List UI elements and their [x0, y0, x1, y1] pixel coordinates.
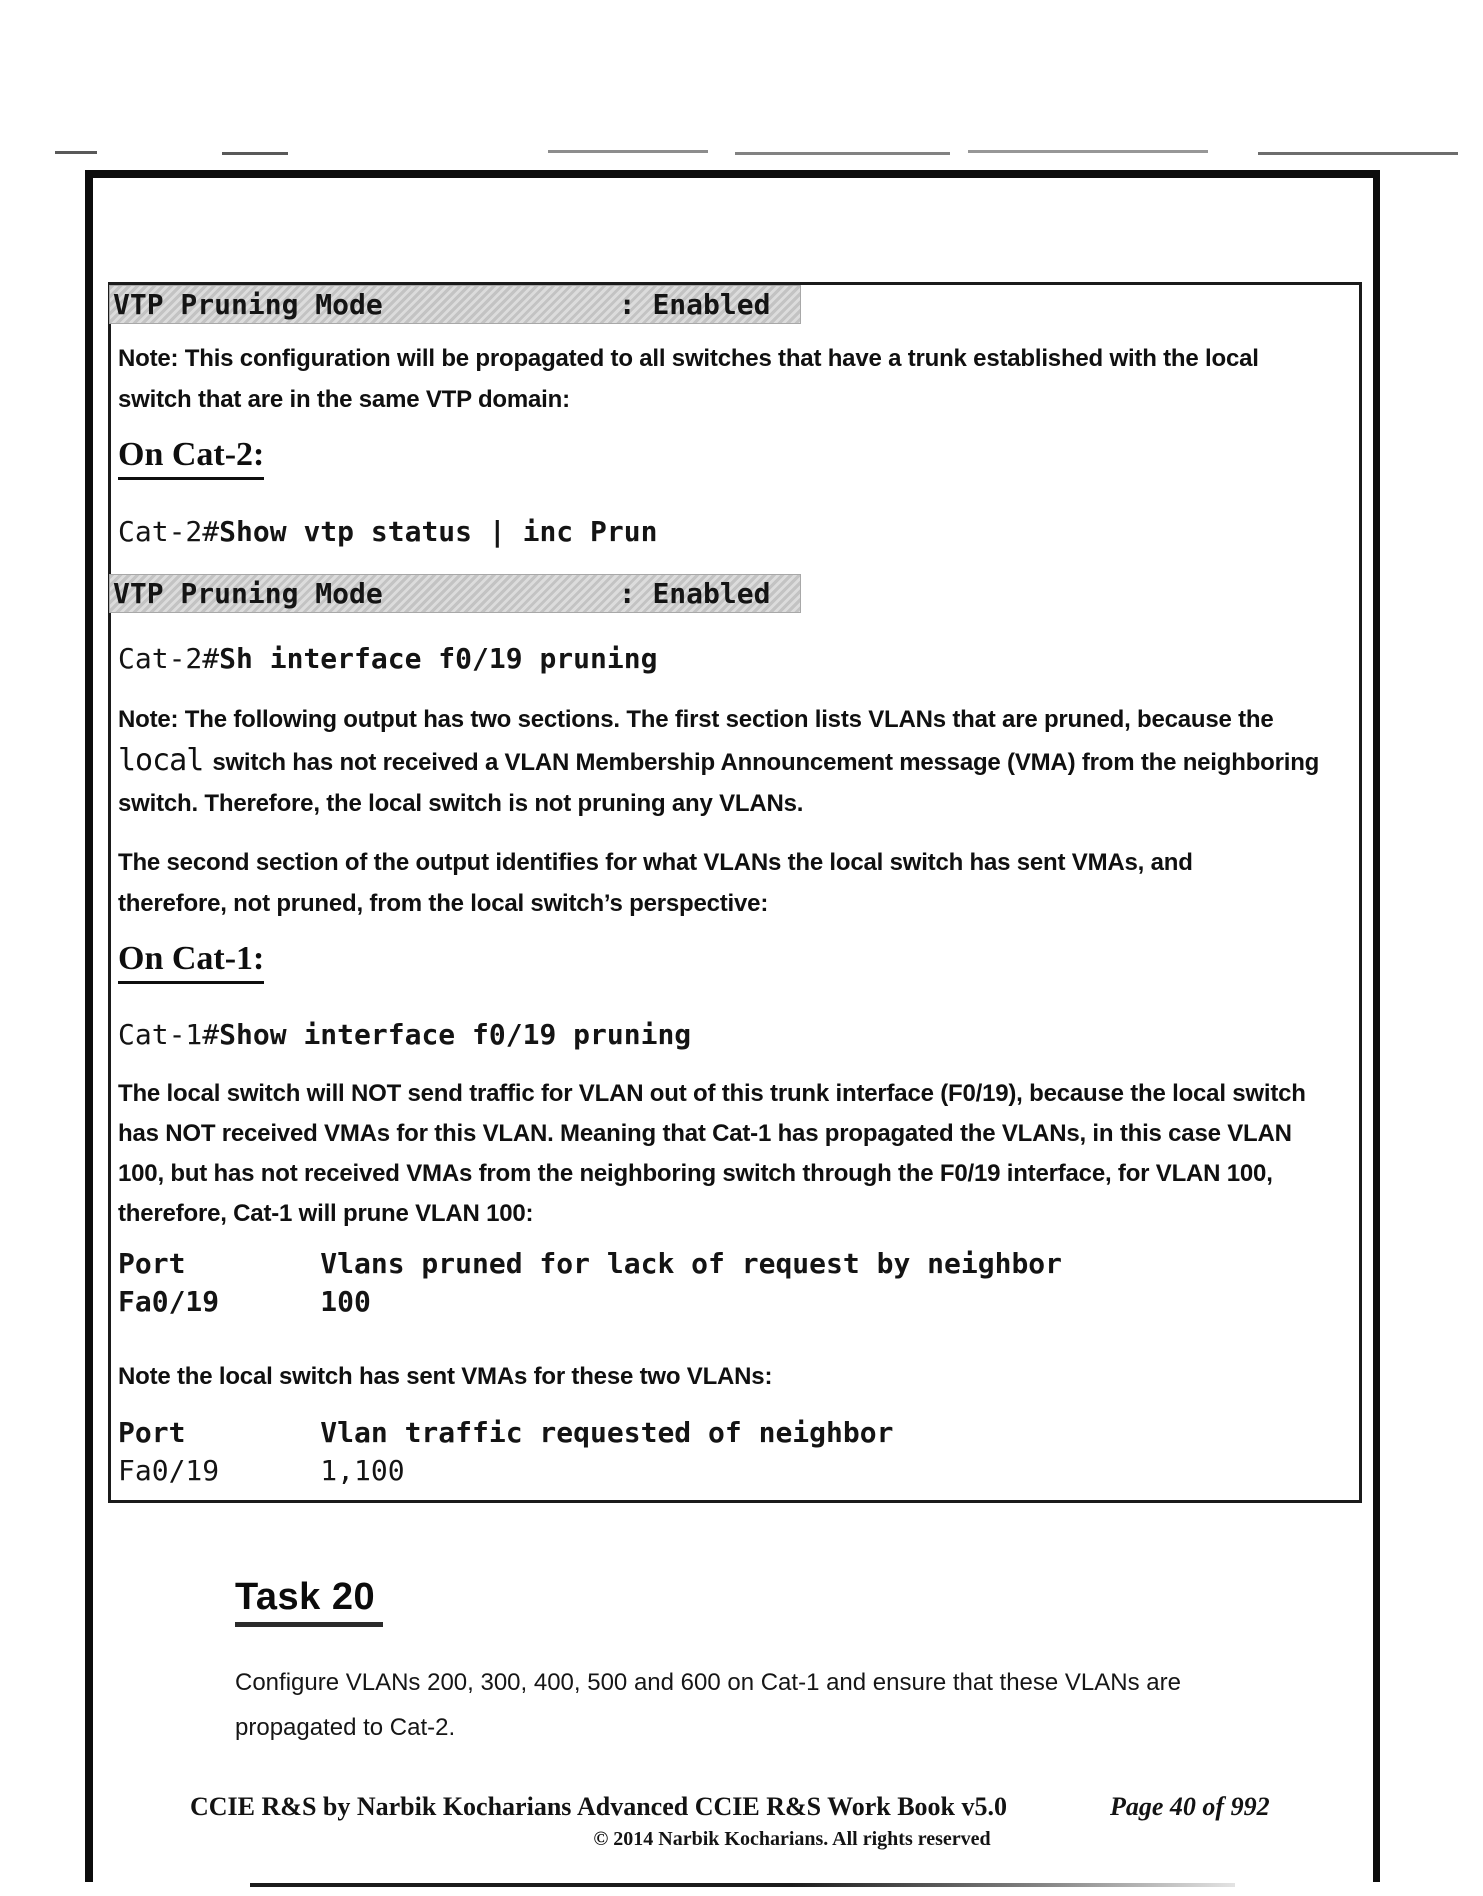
heading-on-cat1: [118, 940, 264, 984]
scan-artifact-dash: [55, 151, 97, 154]
scan-artifact-dash: [548, 150, 708, 153]
task-description: [235, 1660, 1181, 1750]
local-word: local: [118, 743, 204, 778]
paragraph-line: The local switch will NOT send traffic for VLAN out of this trunk interface (F0/19), because the local switch: [118, 1080, 1306, 1107]
paragraph-line: The second section of the output identifies for what VLANs the local switch has sent VMAs, and: [118, 849, 1193, 876]
highlighted-vtp-status-line: [110, 575, 800, 612]
task-section: [235, 1576, 383, 1627]
scan-artifact-dash: [735, 152, 950, 155]
cli-prompt: Cat-2#: [118, 515, 220, 548]
paragraph-prune-explanation: [118, 1074, 1306, 1234]
task-description-line: propagated to Cat-2.: [235, 1714, 456, 1741]
heading-text: On Cat-1:: [118, 940, 264, 984]
cli-command-text: Sh interface f0/19 pruning: [219, 642, 658, 675]
cli-command-text: Show interface f0/19 pruning: [219, 1018, 692, 1051]
cli-command-text: Show vtp status | inc Prun: [219, 515, 658, 548]
footer-book-title: Advanced CCIE R&S Work Book v5.0: [576, 1792, 1008, 1821]
paragraph-line: 100, but has not received VMAs from the neighboring switch through the F0/19 interface, for VLAN 100,: [118, 1160, 1273, 1187]
vtp-status-text: VTP Pruning Mode : Enabled: [113, 576, 771, 610]
note-line: Note: The following output has two sections. The first section lists VLANs that are pruned, because the: [118, 706, 1274, 733]
scan-artifact-dash: [1258, 152, 1458, 155]
heading-text: On Cat-2:: [118, 436, 264, 480]
scan-artifact-dash: [968, 150, 1208, 153]
footer-author: CCIE R&S by Narbik Kocharians: [190, 1792, 572, 1821]
task-description-line: Configure VLANs 200, 300, 400, 500 and 600 on Cat-1 and ensure that these VLANs are: [235, 1669, 1181, 1696]
note-paragraph-propagation: [118, 338, 1259, 420]
note-line: switch that are in the same VTP domain:: [118, 386, 570, 413]
note-line-rest: switch has not received a VLAN Membership Announcement message (VMA) from the neighboring: [212, 749, 1320, 776]
output-table-header: Port Vlan traffic requested of neighbor: [118, 1416, 894, 1449]
cli-command-sh-interface-pruning: [118, 641, 657, 677]
note-sent-vmas: Note the local switch has sent VMAs for these two VLANs:: [118, 1363, 773, 1390]
cli-prompt: Cat-1#: [118, 1018, 220, 1051]
highlighted-vtp-status-line: [110, 286, 800, 323]
paragraph-line: has NOT received VMAs for this VLAN. Meaning that Cat-1 has propagated the VLANs, in this case VLAN: [118, 1120, 1292, 1147]
paragraph-second-section: [118, 842, 1193, 924]
requested-vlans-output: [118, 1414, 893, 1490]
note-line: switch. Therefore, the local switch is not pruning any VLANs.: [118, 790, 804, 817]
cli-command-show-interface-pruning: [118, 1017, 691, 1053]
vtp-status-text: VTP Pruning Mode : Enabled: [113, 287, 771, 321]
heading-on-cat2: [118, 436, 264, 480]
pruned-vlans-output: [118, 1245, 1062, 1321]
paragraph-line: therefore, not pruned, from the local switch’s perspective:: [118, 890, 769, 917]
task-title: Task 20: [235, 1576, 383, 1627]
output-table-row: Fa0/19 1,100: [118, 1454, 405, 1487]
page-border-bottom: [250, 1883, 1235, 1887]
note-line: Note: This configuration will be propagated to all switches that have a trunk established with the local: [118, 345, 1259, 372]
note-line: [118, 740, 1319, 783]
output-table-row: Fa0/19 100: [118, 1285, 371, 1318]
cli-prompt: Cat-2#: [118, 642, 220, 675]
cli-command-show-vtp-status: [118, 514, 657, 550]
footer-copyright: © 2014 Narbik Kocharians. All rights reserved: [593, 1828, 991, 1850]
paragraph-line: therefore, Cat-1 will prune VLAN 100:: [118, 1200, 534, 1227]
note-paragraph-two-sections: [118, 699, 1319, 824]
footer-page-number: Page 40 of 992: [1110, 1792, 1270, 1821]
output-table-header: Port Vlans pruned for lack of request by neighbor: [118, 1247, 1063, 1280]
scan-artifact-dash: [222, 152, 288, 155]
